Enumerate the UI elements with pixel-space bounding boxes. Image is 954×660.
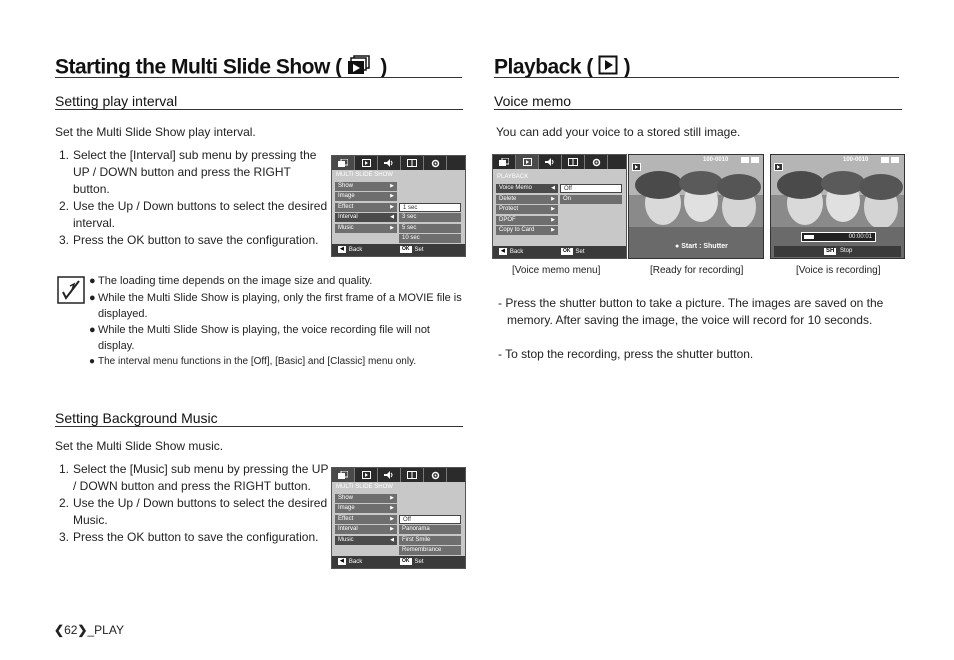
- voice-recording-screen: [770, 154, 905, 259]
- arrow-right-icon: ▶: [390, 193, 394, 199]
- lcd-option: Panorama: [399, 525, 461, 534]
- step: 2. Use the Up / Down buttons to select the desired interval.: [59, 199, 328, 230]
- arrow-right-icon: ▶: [390, 225, 394, 231]
- arrow-right-icon: ▶: [390, 505, 394, 511]
- recording-bottom-bar: [774, 246, 901, 257]
- lcd-menu-item: Protect ▶: [496, 205, 558, 214]
- caption-voice-is-recording: [Voice is recording]: [796, 265, 881, 276]
- play-tab-icon: [355, 156, 378, 170]
- arrow-right-icon: ▶: [551, 217, 555, 223]
- settings-tab-icon: [585, 155, 608, 169]
- lcd-menu-title: MULTI SLIDE SHOW: [336, 484, 393, 490]
- lcd-option: On: [560, 195, 622, 204]
- note-item: ● While the Multi Slide Show is playing, only the first frame of a MOVIE file is displayed.: [89, 292, 462, 320]
- lcd-menu-item: Copy to Card ▶: [496, 226, 558, 235]
- arrow-right-icon: ▶: [390, 516, 394, 522]
- page-footer: [54, 623, 124, 637]
- slide-tab-icon: [332, 468, 355, 482]
- lcd-tabs: [332, 156, 465, 170]
- music-steps: [55, 461, 329, 546]
- lcd-menu-item: Effect ▶: [335, 515, 397, 524]
- section-heading-music: Setting Background Music: [55, 410, 218, 426]
- lcd-tab-icon: [562, 155, 585, 169]
- left-key-icon: ◀: [501, 248, 505, 254]
- play-mode-icon: [632, 158, 641, 176]
- quality-icon: [751, 157, 759, 163]
- section-rule: [55, 426, 463, 427]
- lcd-menu-item-selected: Interval ◀: [335, 213, 397, 222]
- page-title-playback: Playback ( ): [494, 55, 630, 81]
- lcd-option: 3 sec: [399, 213, 461, 222]
- bullet-icon: ●: [89, 324, 96, 336]
- voice-intro: You can add your voice to a stored still image.: [496, 125, 741, 139]
- lcd-menu-item: Music ▶: [335, 224, 397, 233]
- lcd-music-menu: [331, 467, 466, 569]
- lcd-menu-item: DPOF ▶: [496, 216, 558, 225]
- voice-bullet: - To stop the recording, press the shutter button.: [498, 347, 754, 361]
- lcd-option-selected: Off: [399, 515, 461, 524]
- page-title-multi-slide-show: Starting the Multi Slide Show ( ): [55, 55, 387, 81]
- note-item: ● The interval menu functions in the [Off], [Basic] and [Classic] menu only.: [89, 354, 464, 370]
- file-number: 100-0010: [843, 157, 869, 163]
- lcd-menu-item: Show ▶: [335, 494, 397, 503]
- lcd-menu-item: Image ▶: [335, 192, 397, 201]
- title-rule: [494, 77, 899, 78]
- size-icon: [741, 157, 749, 163]
- interval-intro: Set the Multi Slide Show play interval.: [55, 125, 256, 139]
- lcd-menu-item: Effect ▶: [335, 203, 397, 212]
- lcd-menu-item: Image ▶: [335, 504, 397, 513]
- lcd-option: Remembrance: [399, 546, 461, 555]
- play-tab-icon: [516, 155, 539, 169]
- lcd-interval-menu: [331, 155, 466, 257]
- page-number: 62: [64, 623, 78, 637]
- lcd-tabs: [493, 155, 626, 169]
- arrow-right-icon: ▶: [390, 183, 394, 189]
- lcd-option: First Smile: [399, 536, 461, 545]
- lcd-menu-item: Interval ▶: [335, 525, 397, 534]
- left-key-icon: ◀: [340, 558, 344, 564]
- lcd-bottom-bar: [493, 246, 626, 258]
- step: 2. Use the Up / Down buttons to select the desired Music.: [59, 496, 328, 527]
- lcd-back: ◀ Back: [340, 246, 363, 254]
- arrow-right-icon: ▶: [551, 206, 555, 212]
- caption-voice-memo-menu: [Voice memo menu]: [512, 265, 601, 276]
- lcd-set: OK Set: [402, 558, 424, 566]
- lcd-menu-item: Delete ▶: [496, 195, 558, 204]
- lcd-voice-memo-menu: [492, 154, 627, 259]
- lcd-bottom-bar: [332, 556, 465, 568]
- lcd-menu-title: PLAYBACK: [497, 174, 529, 180]
- lcd-back: ◀ Back: [501, 248, 524, 256]
- step: 1. Select the [Music] sub menu by pressing the UP / DOWN button and press the RIGHT button.: [59, 462, 329, 493]
- section-heading-voice-memo: Voice memo: [494, 93, 572, 109]
- lcd-set: OK Set: [402, 246, 424, 254]
- chevron-left-icon: ❮: [54, 623, 65, 637]
- step: 3. Press the OK button to save the configuration.: [59, 233, 319, 247]
- music-intro: Set the Multi Slide Show music.: [55, 439, 224, 453]
- caption-ready-for-recording: [Ready for recording]: [650, 265, 744, 276]
- voice-bullet: - Press the shutter button to take a picture. The images are saved on the memory. After saving the image, the voice will record for 10 seconds.: [498, 296, 884, 327]
- lcd-option: 10 sec: [399, 234, 461, 243]
- arrow-left-icon: ◀: [551, 185, 555, 191]
- sound-tab-icon: [539, 155, 562, 169]
- arrow-left-icon: ◀: [390, 537, 394, 543]
- stop-label: Stop: [840, 248, 853, 254]
- arrow-right-icon: ▶: [551, 196, 555, 202]
- lcd-option-selected: Off: [560, 184, 622, 193]
- start-shutter-hint: ● Start : Shutter: [675, 243, 728, 250]
- lcd-menu-item: Show ▶: [335, 182, 397, 191]
- arrow-right-icon: ▶: [390, 526, 394, 532]
- lcd-menu-title: MULTI SLIDE SHOW: [336, 172, 393, 178]
- arrow-left-icon: ◀: [390, 214, 394, 220]
- bullet-icon: ●: [89, 356, 96, 367]
- left-key-icon: ◀: [340, 246, 344, 252]
- step: 1. Select the [Interval] sub menu by pressing the UP / DOWN button and press the RIGHT button.: [59, 148, 317, 196]
- play-tab-icon: [355, 468, 378, 482]
- bullet-icon: ●: [89, 292, 96, 304]
- microphone-icon: ●: [675, 243, 680, 250]
- lcd-tab-icon: [401, 156, 424, 170]
- lcd-menu-item-selected: Music ◀: [335, 536, 397, 545]
- lcd-menu-item-selected: Voice Memo ◀: [496, 184, 558, 193]
- bullet-icon: ●: [89, 275, 96, 287]
- section-rule: [55, 109, 463, 110]
- arrow-right-icon: ▶: [551, 227, 555, 233]
- quality-icon: [891, 157, 899, 163]
- lcd-tabs: [332, 468, 465, 482]
- section-rule: [494, 109, 902, 110]
- sound-tab-icon: [378, 156, 401, 170]
- ready-for-recording-screen: [628, 154, 764, 259]
- shutter-key-label: SH: [826, 248, 835, 254]
- note-item: ● While the Multi Slide Show is playing, the voice recording file will not display.: [89, 324, 430, 352]
- slide-tab-icon: [332, 156, 355, 170]
- lcd-option-selected: 1 sec: [399, 203, 461, 212]
- recording-progress: [801, 232, 876, 242]
- settings-tab-icon: [424, 156, 447, 170]
- lcd-tab-icon: [401, 468, 424, 482]
- lcd-option: 5 sec: [399, 224, 461, 233]
- lcd-back: ◀ Back: [340, 558, 363, 566]
- chevron-right-icon: ❯: [77, 623, 88, 637]
- photo-image: [771, 155, 904, 258]
- sound-tab-icon: [378, 468, 401, 482]
- note-item: ● The loading time depends on the image size and quality.: [89, 275, 373, 287]
- arrow-right-icon: ▶: [390, 204, 394, 210]
- footer-section: _PLAY: [87, 623, 124, 637]
- play-mode-icon: [774, 158, 783, 176]
- slide-tab-icon: [493, 155, 516, 169]
- file-number: 100-0010: [703, 157, 729, 163]
- settings-tab-icon: [424, 468, 447, 482]
- interval-steps: [55, 147, 329, 249]
- size-icon: [881, 157, 889, 163]
- recording-progress-fill: [804, 235, 814, 239]
- step: 3. Press the OK button to save the configuration.: [59, 530, 319, 544]
- note-icon: [57, 276, 85, 309]
- section-heading-interval: Setting play interval: [55, 93, 178, 109]
- lcd-set: OK Set: [563, 248, 585, 256]
- arrow-right-icon: ▶: [390, 495, 394, 501]
- title-rule: [55, 77, 462, 78]
- lcd-bottom-bar: [332, 244, 465, 256]
- recording-time: 00:00:01: [848, 234, 872, 240]
